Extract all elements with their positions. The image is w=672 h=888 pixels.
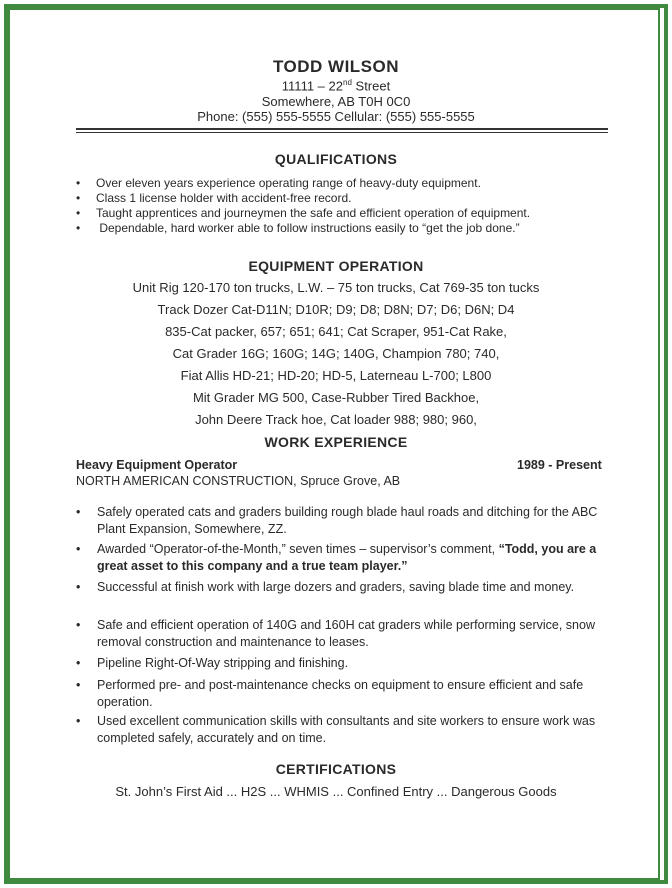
bullet-dot: • bbox=[76, 191, 81, 205]
bullet-dot: • bbox=[76, 176, 81, 190]
address-line-1 bbox=[0, 78, 672, 93]
equipment-line: Mit Grader MG 500, Case-Rubber Tired Backhoe, bbox=[192, 390, 480, 405]
bullet-dot: • bbox=[76, 580, 81, 594]
address-line-2: Somewhere, AB T0H 0C0 bbox=[261, 94, 411, 109]
equipment-line: Cat Grader 16G; 160G; 14G; 140G, Champion 780; 740, bbox=[172, 346, 500, 361]
header-rule-top bbox=[76, 128, 608, 130]
bullet-dot: • bbox=[76, 618, 81, 632]
qualifications-heading: QUALIFICATIONS bbox=[274, 151, 398, 167]
address-street: Street bbox=[351, 78, 391, 94]
qualification-item: • Over eleven years experience operating range of heavy-duty equipment. bbox=[76, 176, 481, 190]
address-number: 11111 – 22 bbox=[281, 78, 343, 94]
equipment-line: Fiat Allis HD-21; HD-20; HD-5, Laterneau L-700; L800 bbox=[180, 368, 492, 383]
work-bullet: • Used excellent communication skills with consultants and site workers to ensure work was completed safely, accurately and on time. bbox=[76, 714, 596, 745]
equipment-line: Track Dozer Cat-D11N; D10R; D9; D8; D8N; D7; D6; D6N; D4 bbox=[157, 302, 515, 317]
work-bullet: • Safely operated cats and graders building rough blade haul roads and ditching for the ABC Plant Expansion, Somewhere, ZZ. bbox=[76, 505, 598, 536]
header-rule-bottom bbox=[76, 132, 608, 133]
work-experience-heading: WORK EXPERIENCE bbox=[264, 434, 408, 450]
phone-line: Phone: (555) 555-5555 Cellular: (555) 555-5555 bbox=[197, 109, 475, 124]
work-bullet: • Successful at finish work with large dozers and graders, saving blade time and money. bbox=[76, 580, 575, 594]
work-bullet: • Awarded “Operator-of-the-Month,” seven times – supervisor’s comment, “Todd, you are a great asset to this company and a true team player.” bbox=[76, 542, 597, 573]
equipment-line: Unit Rig 120-170 ton trucks, L.W. – 75 ton trucks, Cat 769-35 ton tucks bbox=[132, 280, 540, 295]
resume-name: TODD WILSON bbox=[272, 57, 400, 76]
bullet-dot: • bbox=[76, 678, 81, 692]
job-title: Heavy Equipment Operator bbox=[76, 458, 238, 472]
equipment-heading: EQUIPMENT OPERATION bbox=[248, 258, 424, 274]
equipment-line: John Deere Track hoe, Cat loader 988; 980; 960, bbox=[195, 412, 477, 427]
job-dates: 1989 - Present bbox=[517, 458, 602, 472]
work-bullet: • Performed pre- and post-maintenance checks on equipment to ensure efficient and safe operation. bbox=[76, 678, 584, 709]
certifications-heading: CERTIFICATIONS bbox=[275, 761, 397, 777]
work-bullet: • Pipeline Right-Of-Way stripping and finishing. bbox=[76, 656, 349, 670]
equipment-line: 835-Cat packer, 657; 651; 641; Cat Scraper, 951-Cat Rake, bbox=[165, 324, 507, 339]
qualification-item: • Dependable, hard worker able to follow instructions easily to “get the job done.” bbox=[76, 221, 520, 235]
company-name: NORTH AMERICAN CONSTRUCTION, Spruce Grove, AB bbox=[76, 474, 401, 488]
bullet-dot: • bbox=[76, 714, 81, 728]
bullet-dot: • bbox=[76, 221, 81, 235]
bullet-dot: • bbox=[76, 505, 81, 519]
bullet-dot: • bbox=[76, 656, 81, 670]
address-ordinal: nd bbox=[343, 78, 352, 87]
work-bullet: • Safe and efficient operation of 140G and 160H cat graders while performing service, snow removal construction and maintenance to leases. bbox=[76, 618, 595, 649]
qualification-item: • Taught apprentices and journeymen the safe and efficient operation of equipment. bbox=[76, 206, 531, 220]
supervisor-quote: “Todd, you are a great asset to this company and a true team player.” bbox=[97, 542, 597, 573]
bullet-dot: • bbox=[76, 206, 81, 220]
certifications-list: St. John’s First Aid ... H2S ... WHMIS ... Confined Entry ... Dangerous Goods bbox=[115, 784, 557, 799]
qualification-item: • Class 1 license holder with accident-free record. bbox=[76, 191, 352, 205]
bullet-dot: • bbox=[76, 542, 81, 556]
